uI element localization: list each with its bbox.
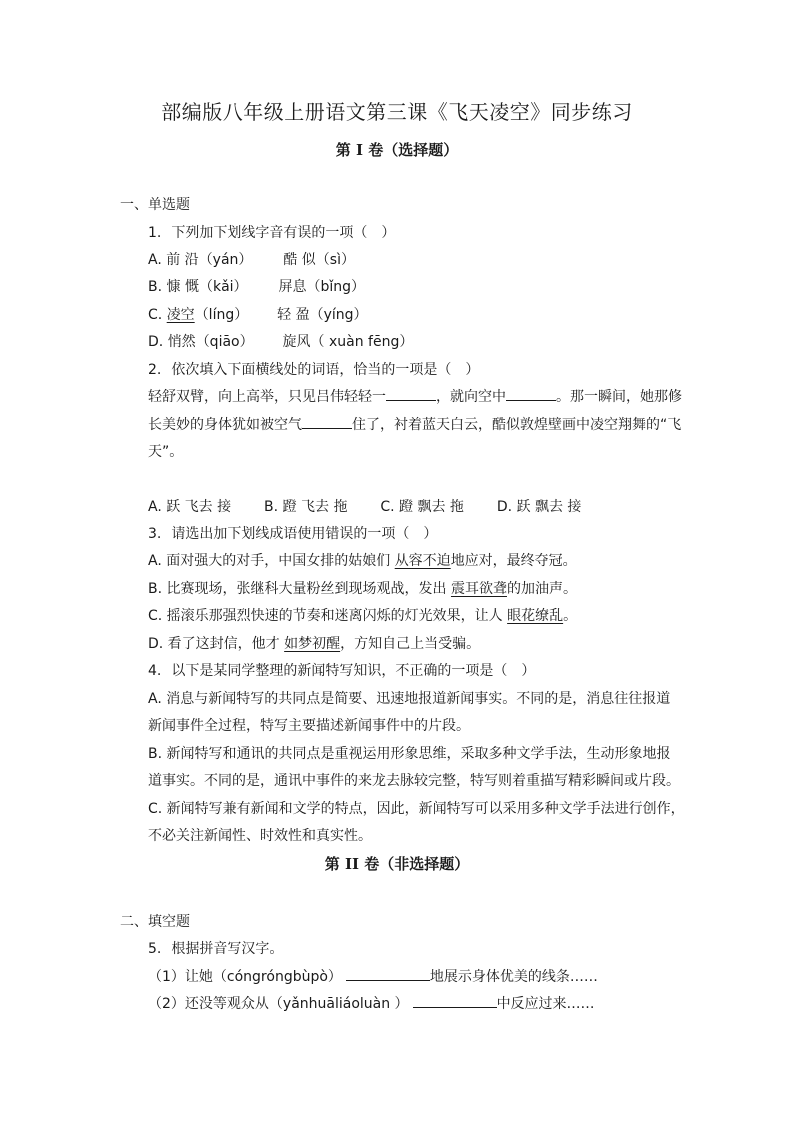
- q3-option-a: [148, 550, 577, 570]
- option-pinyin: （yán）: [198, 252, 253, 268]
- q3-option-d: [148, 633, 480, 653]
- option-label: B.: [148, 279, 163, 295]
- question-stem: 根据拼音写汉字。: [171, 941, 284, 957]
- option-pinyin: （sì）: [315, 252, 355, 268]
- option-label: C.: [148, 307, 163, 323]
- passage-text: ，就向空中: [436, 389, 506, 405]
- fill-blank[interactable]: [386, 388, 436, 401]
- option-pinyin: （qiāo）: [195, 334, 254, 350]
- option-c: C. 蹬 飘去 拖: [380, 499, 464, 515]
- question-4: [148, 660, 535, 680]
- underlined-idiom: 震耳欲聋: [450, 581, 507, 597]
- q1-option-c: [148, 304, 368, 324]
- q3-option-b: [148, 578, 577, 598]
- section-fill-in: 二、填空题: [120, 914, 190, 930]
- option-pinyin: （líng）: [194, 307, 249, 323]
- question-number: 4.: [148, 663, 162, 679]
- underlined-idiom: 如梦初醒: [284, 636, 341, 652]
- option-label: D.: [148, 334, 164, 350]
- q4-line: 新闻事件全过程，特写主要描述新闻事件中的片段。: [148, 718, 470, 734]
- q5-item-1: [148, 966, 598, 986]
- option-text: B. 比赛现场，张继科大量粉丝到现场观战，发出: [148, 581, 451, 597]
- question-stem: 请选出加下划线成语使用错误的一项（ ）: [171, 526, 438, 542]
- item-text: （1）让她（cóngróngbùpò）: [148, 969, 342, 985]
- underlined-idiom: 眼花缭乱: [507, 608, 564, 624]
- part-one-heading: 第 I 卷（选择题）: [335, 141, 459, 159]
- question-stem: 以下是某同学整理的新闻特写知识，不正确的一项是（ ）: [171, 663, 536, 679]
- q2-options: [148, 496, 581, 516]
- q2-passage-line-2: [148, 414, 681, 434]
- answer-blank[interactable]: [413, 995, 497, 1008]
- q5-item-2: [148, 993, 595, 1013]
- passage-text: 。那一瞬间，她那修: [556, 389, 682, 405]
- q3-option-c: [148, 605, 577, 625]
- option-word: 慷 慨: [166, 279, 199, 295]
- q2-passage-line-3: 天”。: [148, 444, 184, 460]
- q4-line: B. 新闻特写和通讯的共同点是重视运用形象思维，采取多种文学手法，生动形象地报: [148, 746, 671, 762]
- q4-line: C. 新闻特写兼有新闻和文学的特点，因此，新闻特写可以采用多种文学手法进行创作，: [148, 801, 685, 817]
- question-stem: 下列加下划线字音有误的一项（ ）: [171, 225, 396, 241]
- passage-text: 住了，衬着蓝天白云，酷似敦煌壁画中凌空翔舞的“飞: [352, 417, 682, 433]
- option-text: ，方知自己上当受骗。: [340, 636, 481, 652]
- q2-passage-line-1: [148, 386, 682, 406]
- option-b: B. 蹬 飞去 拖: [264, 499, 348, 515]
- option-a: A. 跃 飞去 接: [148, 499, 232, 515]
- option-pinyin: （kǎi）: [198, 279, 248, 295]
- question-number: 2.: [148, 362, 162, 378]
- passage-text: 长美妙的身体犹如被空气: [148, 417, 302, 433]
- q1-option-d: [148, 331, 413, 351]
- option-text: D. 看了这封信，他才: [148, 636, 285, 652]
- q1-option-a: [148, 249, 355, 269]
- fill-blank[interactable]: [506, 388, 556, 401]
- question-5: [148, 938, 283, 958]
- page-title: 部编版八年级上册语文第三课《飞天凌空》同步练习: [161, 100, 633, 124]
- option-pinyin: （bǐng）: [306, 279, 365, 295]
- item-text: 地展示身体优美的线条……: [429, 969, 598, 985]
- question-1: [148, 222, 395, 242]
- question-stem: 依次填入下面横线处的词语，恰当的一项是（ ）: [171, 362, 480, 378]
- option-word: 轻 盈: [277, 307, 310, 323]
- part-two-heading: 第 II 卷（非选择题）: [324, 855, 470, 873]
- item-text: （2）还没等观众从（yǎnhuāliáoluàn ）: [148, 996, 409, 1012]
- option-text: C. 摇滚乐那强烈快速的节奏和迷离闪烁的灯光效果，让人: [148, 608, 508, 624]
- question-3: [148, 523, 437, 543]
- option-word: 悄然: [167, 334, 196, 350]
- option-word: 旋风: [282, 334, 311, 350]
- option-word: 屏息: [278, 279, 307, 295]
- option-word: 凌空: [166, 307, 195, 323]
- q4-line: 道事实。不同的是，通讯中事件的来龙去脉较完整，特写则着重描写精彩瞬间或片段。: [148, 773, 680, 789]
- question-number: 3.: [148, 526, 162, 542]
- option-text: 。: [563, 608, 578, 624]
- option-d: D. 跃 飘去 接: [496, 499, 582, 515]
- option-word: 前 沿: [166, 252, 199, 268]
- option-label: A.: [148, 252, 162, 268]
- option-pinyin: （ xuàn fēng）: [310, 334, 414, 350]
- q1-option-b: [148, 276, 365, 296]
- q4-line: A. 消息与新闻特写的共同点是简要、迅速地报道新闻事实。不同的是，消息往往报道: [148, 691, 671, 707]
- item-text: 中反应过来……: [496, 996, 595, 1012]
- fill-blank[interactable]: [302, 416, 352, 429]
- answer-blank[interactable]: [346, 968, 430, 981]
- option-text: 的加油声。: [506, 581, 577, 597]
- section-single-choice: 一、单选题: [120, 197, 190, 213]
- q4-line: 不必关注新闻性、时效性和真实性。: [148, 828, 372, 844]
- underlined-idiom: 从容不迫: [394, 553, 451, 569]
- option-word: 酷 似: [283, 252, 316, 268]
- question-number: 1.: [148, 225, 162, 241]
- question-number: 5.: [148, 941, 162, 957]
- option-pinyin: （yíng）: [309, 307, 368, 323]
- option-text: A. 面对强大的对手，中国女排的姑娘们: [148, 553, 395, 569]
- option-text: 地应对，最终夺冠。: [450, 553, 577, 569]
- question-2: [148, 359, 479, 379]
- passage-text: 轻舒双臂，向上高举，只见吕伟轻轻一: [148, 389, 386, 405]
